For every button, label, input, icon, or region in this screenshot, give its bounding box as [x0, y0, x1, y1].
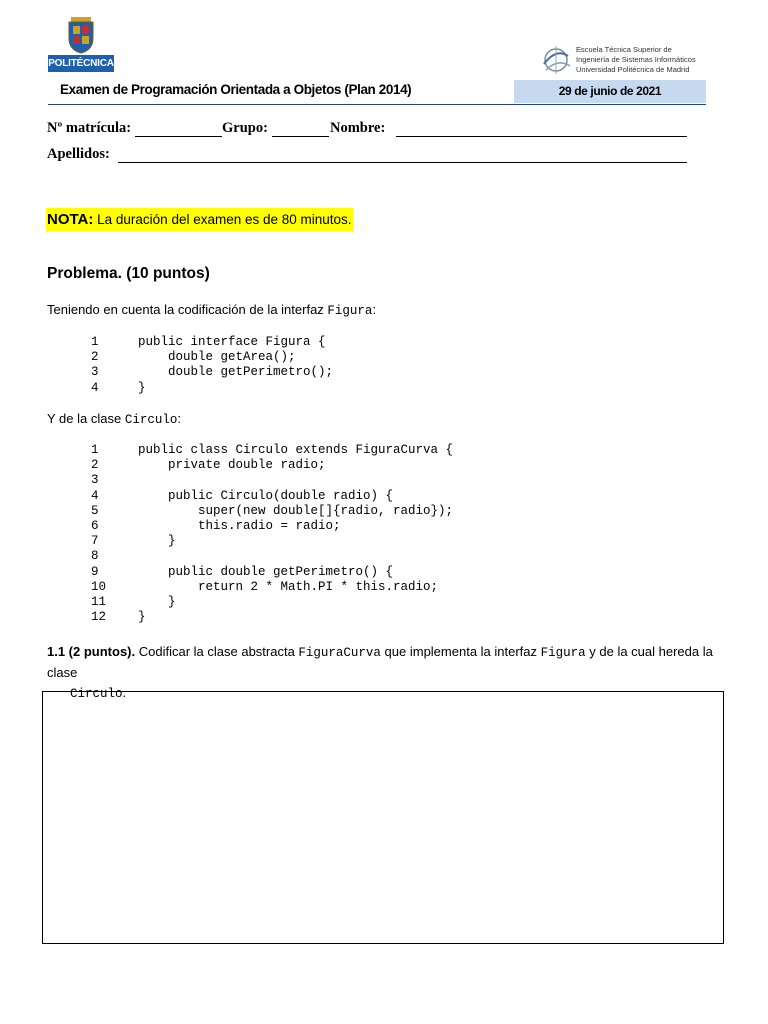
line-number: 11 — [91, 594, 107, 609]
line-number: 2 — [91, 350, 99, 365]
question-text: . — [122, 685, 127, 700]
code-text: } — [138, 594, 176, 609]
line-number: 6 — [91, 518, 99, 533]
school-name-line: Universidad Politécnica de Madrid — [576, 65, 690, 74]
school-name-line: Ingeniería de Sistemas Informáticos — [576, 55, 696, 64]
intro-punct: : — [372, 302, 377, 317]
line-number: 12 — [91, 610, 107, 625]
line-number: 10 — [91, 579, 107, 594]
etsisi-emblem-icon — [540, 44, 572, 76]
code-text: } — [138, 610, 146, 625]
code-text: } — [138, 534, 176, 549]
code-text: public class Circulo extends FiguraCurva { — [138, 443, 454, 457]
question-code: FiguraCurva — [298, 646, 381, 660]
code-text: public double getPerimetro() { — [138, 564, 394, 579]
line-number: 5 — [91, 503, 99, 518]
question-text: y de la cual hereda la clase — [47, 644, 713, 680]
code-text: double getPerimetro(); — [138, 365, 334, 380]
code-text: this.radio = radio; — [138, 518, 341, 533]
upm-crest-icon — [64, 16, 98, 54]
answer-box[interactable] — [42, 691, 724, 944]
line-number: 2 — [91, 458, 99, 473]
code-text: public interface Figura { — [138, 335, 326, 349]
nombre-field[interactable] — [396, 136, 687, 137]
code-text: private double radio; — [138, 458, 326, 473]
class-code: Circulo — [124, 413, 178, 427]
nota-label: NOTA: — [47, 211, 94, 228]
line-number: 9 — [91, 564, 99, 579]
code-text: double getArea(); — [138, 350, 296, 365]
problem-title: Problema. (10 puntos) — [47, 265, 210, 282]
class-paragraph — [47, 411, 181, 427]
matricula-label: Nº matrícula: — [47, 120, 132, 136]
grupo-label: Grupo: — [222, 120, 268, 136]
matricula-field[interactable] — [135, 136, 222, 137]
code-text: super(new double[]{radio, radio}); — [138, 503, 454, 518]
school-name-line: Escuela Técnica Superior de — [576, 45, 672, 54]
question-code: Figura — [540, 646, 586, 660]
class-punct: : — [177, 411, 181, 426]
code-text: return 2 * Math.PI * this.radio; — [138, 579, 439, 594]
line-number: 3 — [91, 473, 99, 488]
intro-paragraph — [47, 302, 376, 318]
exam-date: 29 de junio de 2021 — [558, 84, 662, 98]
nota-text: La duración del examen es de 80 minutos. — [93, 212, 352, 227]
question-number: 1.1 (2 puntos). — [47, 644, 136, 659]
line-number: 1 — [91, 335, 99, 349]
line-number: 3 — [91, 365, 99, 380]
nombre-label: Nombre: — [330, 120, 386, 136]
code-text: } — [138, 380, 146, 395]
exam-title: Examen de Programación Orientada a Objetos (Plan 2014) — [60, 82, 412, 97]
line-number: 1 — [91, 443, 99, 457]
grupo-field[interactable] — [272, 136, 329, 137]
line-number: 4 — [91, 380, 99, 395]
question-text: que implementa la interfaz — [380, 644, 541, 659]
line-number: 7 — [91, 534, 99, 549]
upm-logo — [48, 16, 114, 72]
intro-code: Figura — [327, 304, 373, 318]
question-code: Circulo — [70, 687, 123, 701]
class-text: Y de la clase — [47, 411, 125, 426]
line-number: 8 — [91, 549, 99, 564]
title-divider — [48, 104, 706, 105]
intro-text: Teniendo en cuenta la codificación de la interfaz — [47, 302, 328, 317]
question-text: Codificar la clase abstracta — [135, 644, 299, 659]
code-text: public Circulo(double radio) { — [138, 488, 394, 503]
line-number: 4 — [91, 488, 99, 503]
etsisi-logo — [540, 44, 710, 80]
nota-highlight — [46, 208, 353, 231]
apellidos-field[interactable] — [118, 162, 687, 163]
upm-logo-label: POLITÉCNICA — [48, 55, 114, 72]
date-box — [514, 80, 706, 103]
apellidos-label: Apellidos: — [47, 146, 110, 162]
